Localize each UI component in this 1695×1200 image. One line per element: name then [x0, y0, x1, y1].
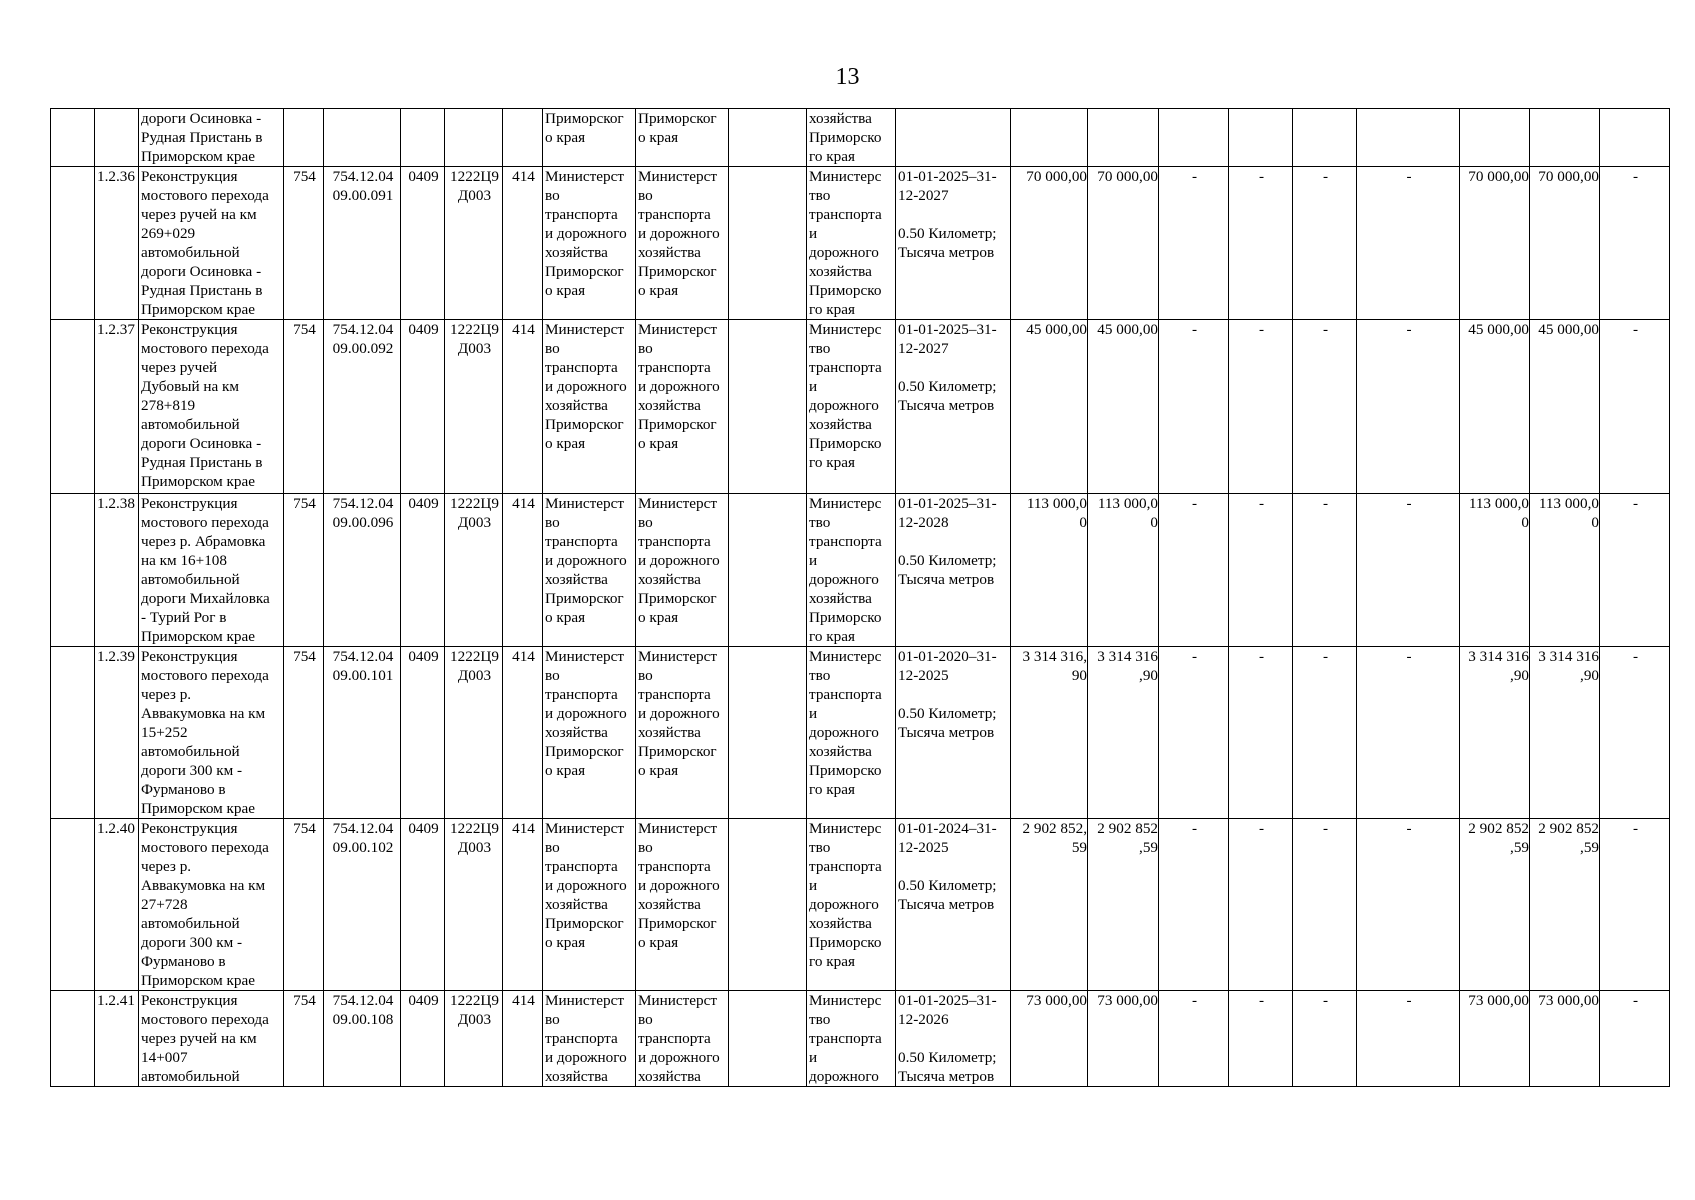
budget-table	[50, 108, 1670, 1087]
code-section	[401, 991, 445, 1087]
code-type	[503, 167, 543, 320]
developer-text: Министерст во транспорта и дорожного хозяйства Приморског о края	[638, 820, 720, 951]
value-dash-text: -	[1258, 321, 1265, 338]
recipient	[807, 109, 896, 167]
value-total-text: 113 000,0 0	[1026, 495, 1087, 531]
empty-cell	[729, 167, 807, 320]
value-dash	[1159, 109, 1229, 167]
recipient-text: Министерс тво транспорта и дорожного хозяйства Приморско го края	[809, 168, 882, 318]
value-dash-text: -	[1322, 168, 1329, 185]
row-number-text: 1.2.37	[97, 321, 135, 338]
code-target-text: 1222Ц9 Д003	[450, 168, 499, 204]
code-section-text: 0409	[408, 168, 439, 185]
empty-cell	[51, 494, 95, 647]
value-year-budget	[1530, 819, 1600, 991]
value-dash	[1293, 109, 1357, 167]
value-budget	[1088, 991, 1159, 1087]
value-dash	[1159, 819, 1229, 991]
developer	[636, 494, 729, 647]
code-section	[401, 647, 445, 819]
value-total	[1011, 819, 1088, 991]
value-year-total	[1460, 819, 1530, 991]
code-target	[445, 494, 503, 647]
value-total	[1011, 109, 1088, 167]
period-capacity-text: 01-01-2025–31- 12-2027 0.50 Километр; Тысяча метров	[898, 168, 997, 261]
value-year-total-text: 3 314 316 ,90	[1468, 648, 1529, 684]
code-gr	[284, 494, 324, 647]
value-dash-text: -	[1632, 168, 1639, 185]
customer-text: Министерст во транспорта и дорожного хозяйства Приморског о края	[545, 648, 627, 779]
code-type	[503, 494, 543, 647]
value-dash	[1293, 494, 1357, 647]
code-type	[503, 991, 543, 1087]
code-type-text: 414	[512, 820, 535, 837]
code-gr-text: 754	[293, 648, 316, 665]
empty-cell	[729, 991, 807, 1087]
value-dash	[1293, 647, 1357, 819]
value-total	[1011, 320, 1088, 494]
recipient-text: Министерс тво транспорта и дорожного хозяйства Приморско го края	[809, 495, 882, 645]
value-year-budget	[1530, 320, 1600, 494]
value-year-budget-text: 3 314 316 ,90	[1538, 648, 1599, 684]
object-name	[139, 494, 284, 647]
value-budget	[1088, 647, 1159, 819]
value-total	[1011, 167, 1088, 320]
value-year-budget-text: 2 902 852 ,59	[1538, 820, 1599, 856]
value-budget-text: 2 902 852 ,59	[1097, 820, 1158, 856]
object-name-text: Реконструкция мостового перехода через ручей Дубовый на км 278+819 автомобильной дороги Осиновка - Рудная Пристань в Приморском крае	[141, 321, 269, 490]
empty-cell	[51, 109, 95, 167]
table-row	[51, 320, 1670, 494]
code-object	[324, 647, 401, 819]
value-dash-text: -	[1258, 495, 1265, 512]
object-name-text: Реконструкция мостового перехода через р. Аввакумовка на км 27+728 автомобильной дороги 300 км - Фурманово в Приморском крае	[141, 820, 269, 989]
row-number-text: 1.2.39	[97, 648, 135, 665]
value-budget-text: 73 000,00	[1097, 992, 1158, 1009]
empty-cell	[51, 991, 95, 1087]
code-target-text: 1222Ц9 Д003	[450, 992, 499, 1028]
value-year-budget-text: 73 000,00	[1538, 992, 1599, 1009]
code-object	[324, 109, 401, 167]
value-dash	[1159, 167, 1229, 320]
object-name	[139, 819, 284, 991]
code-target	[445, 320, 503, 494]
code-target-text: 1222Ц9 Д003	[450, 648, 499, 684]
value-budget	[1088, 167, 1159, 320]
recipient-text: Министерс тво транспорта и дорожного	[809, 992, 882, 1085]
value-budget-text: 113 000,0 0	[1097, 495, 1158, 531]
value-dash	[1293, 991, 1357, 1087]
code-gr	[284, 647, 324, 819]
value-dash-text: -	[1632, 992, 1639, 1009]
code-gr-text: 754	[293, 321, 316, 338]
value-dash	[1229, 320, 1293, 494]
code-section-text: 0409	[408, 321, 439, 338]
value-dash-text: -	[1191, 321, 1198, 338]
value-budget	[1088, 819, 1159, 991]
empty-cell	[51, 167, 95, 320]
value-year-total	[1460, 109, 1530, 167]
page-number: 13	[835, 64, 860, 90]
empty-cell	[729, 494, 807, 647]
empty-cell	[51, 819, 95, 991]
code-target-text: 1222Ц9 Д003	[450, 495, 499, 531]
recipient	[807, 167, 896, 320]
value-year-total	[1460, 494, 1530, 647]
code-gr	[284, 819, 324, 991]
value-dash	[1229, 167, 1293, 320]
period-capacity-text: 01-01-2025–31- 12-2026 0.50 Километр; Тысяча метров	[898, 992, 997, 1085]
value-year-total-text: 45 000,00	[1468, 321, 1529, 338]
recipient	[807, 494, 896, 647]
object-name-text: Реконструкция мостового перехода через ручей на км 269+029 автомобильной дороги Осиновка - Рудная Пристань в Приморском крае	[141, 168, 269, 318]
empty-cell	[729, 819, 807, 991]
period-capacity	[896, 167, 1011, 320]
code-section-text: 0409	[408, 495, 439, 512]
customer	[543, 991, 636, 1087]
row-number-text: 1.2.41	[97, 992, 135, 1009]
value-year-budget-text: 70 000,00	[1538, 168, 1599, 185]
value-dash	[1600, 819, 1670, 991]
value-dash	[1357, 819, 1460, 991]
value-dash-text: -	[1406, 992, 1412, 1009]
developer-text: Министерст во транспорта и дорожного хозяйства Приморског о края	[638, 495, 720, 626]
value-dash-text: -	[1191, 992, 1198, 1009]
row-number	[95, 167, 139, 320]
row-number-text: 1.2.38	[97, 495, 135, 512]
row-number	[95, 494, 139, 647]
value-dash-text: -	[1322, 321, 1329, 338]
value-dash-text: -	[1191, 495, 1198, 512]
code-type-text: 414	[512, 321, 535, 338]
value-dash	[1229, 991, 1293, 1087]
code-section	[401, 819, 445, 991]
row-number	[95, 109, 139, 167]
value-year-budget	[1530, 991, 1600, 1087]
value-dash-text: -	[1258, 648, 1265, 665]
value-year-budget-text: 45 000,00	[1538, 321, 1599, 338]
code-type	[503, 647, 543, 819]
customer-text: Министерст во транспорта и дорожного хозяйства Приморског о края	[545, 495, 627, 626]
object-name	[139, 320, 284, 494]
value-dash	[1600, 109, 1670, 167]
code-section	[401, 320, 445, 494]
period-capacity	[896, 991, 1011, 1087]
recipient	[807, 991, 896, 1087]
code-gr-text: 754	[293, 820, 316, 837]
period-capacity-text: 01-01-2025–31- 12-2028 0.50 Километр; Тысяча метров	[898, 495, 997, 588]
developer	[636, 109, 729, 167]
value-dash	[1159, 647, 1229, 819]
customer	[543, 819, 636, 991]
code-type	[503, 819, 543, 991]
value-year-total-text: 113 000,0 0	[1468, 495, 1529, 531]
period-capacity-text: 01-01-2020–31- 12-2025 0.50 Километр; Тысяча метров	[898, 648, 997, 741]
empty-cell	[51, 647, 95, 819]
developer	[636, 819, 729, 991]
value-budget-text: 3 314 316 ,90	[1097, 648, 1158, 684]
code-target	[445, 819, 503, 991]
code-target	[445, 647, 503, 819]
value-dash	[1229, 647, 1293, 819]
code-object-text: 754.12.04 09.00.108	[332, 992, 394, 1028]
value-dash-text: -	[1406, 321, 1412, 338]
value-total-text: 2 902 852, 59	[1022, 820, 1087, 856]
row-number	[95, 320, 139, 494]
value-dash-text: -	[1322, 495, 1329, 512]
value-budget	[1088, 494, 1159, 647]
value-dash	[1357, 991, 1460, 1087]
value-year-budget	[1530, 109, 1600, 167]
code-object	[324, 819, 401, 991]
value-year-total	[1460, 320, 1530, 494]
recipient-text: хозяйства Приморско го края	[809, 110, 882, 165]
customer-text: Приморског о края	[545, 110, 624, 146]
value-dash	[1600, 991, 1670, 1087]
table-row	[51, 109, 1670, 167]
code-gr	[284, 167, 324, 320]
value-dash-text: -	[1632, 321, 1639, 338]
value-dash-text: -	[1632, 820, 1639, 837]
value-dash	[1600, 320, 1670, 494]
value-dash-text: -	[1632, 495, 1639, 512]
value-total	[1011, 494, 1088, 647]
customer-text: Министерст во транспорта и дорожного хозяйства	[545, 992, 627, 1085]
code-gr	[284, 320, 324, 494]
recipient-text: Министерс тво транспорта и дорожного хозяйства Приморско го края	[809, 648, 882, 798]
value-dash	[1293, 819, 1357, 991]
value-dash	[1357, 320, 1460, 494]
code-section-text: 0409	[408, 820, 439, 837]
developer-text: Министерст во транспорта и дорожного хозяйства Приморског о края	[638, 321, 720, 452]
table-row	[51, 819, 1670, 991]
code-gr-text: 754	[293, 992, 316, 1009]
row-number	[95, 991, 139, 1087]
period-capacity	[896, 320, 1011, 494]
value-dash	[1357, 109, 1460, 167]
code-gr-text: 754	[293, 168, 316, 185]
value-year-total-text: 70 000,00	[1468, 168, 1529, 185]
object-name	[139, 109, 284, 167]
recipient-text: Министерс тво транспорта и дорожного хозяйства Приморско го края	[809, 321, 882, 471]
table-row	[51, 991, 1670, 1087]
object-name	[139, 647, 284, 819]
object-name-text: Реконструкция мостового перехода через ручей на км 14+007 автомобильной	[141, 992, 269, 1085]
value-dash-text: -	[1406, 820, 1412, 837]
empty-cell	[51, 320, 95, 494]
empty-cell	[729, 109, 807, 167]
row-number	[95, 819, 139, 991]
customer	[543, 320, 636, 494]
value-year-total-text: 2 902 852 ,59	[1468, 820, 1529, 856]
object-name	[139, 167, 284, 320]
object-name-text: Реконструкция мостового перехода через р. Абрамовка на км 16+108 автомобильной дороги Михайловка - Турий Рог в Приморском крае	[141, 495, 270, 645]
code-gr	[284, 109, 324, 167]
customer-text: Министерст во транспорта и дорожного хозяйства Приморског о края	[545, 168, 627, 299]
object-name	[139, 991, 284, 1087]
value-dash	[1357, 167, 1460, 320]
value-dash-text: -	[1191, 648, 1198, 665]
value-dash	[1159, 991, 1229, 1087]
customer	[543, 494, 636, 647]
period-capacity	[896, 647, 1011, 819]
value-total-text: 45 000,00	[1026, 321, 1087, 338]
code-type	[503, 320, 543, 494]
code-type-text: 414	[512, 168, 535, 185]
period-capacity	[896, 494, 1011, 647]
period-capacity	[896, 109, 1011, 167]
value-dash	[1229, 819, 1293, 991]
developer	[636, 647, 729, 819]
code-section-text: 0409	[408, 992, 439, 1009]
value-dash-text: -	[1191, 168, 1198, 185]
developer-text: Министерст во транспорта и дорожного хозяйства	[638, 992, 720, 1085]
code-section	[401, 167, 445, 320]
code-gr	[284, 991, 324, 1087]
recipient-text: Министерс тво транспорта и дорожного хозяйства Приморско го края	[809, 820, 882, 970]
row-number-text: 1.2.36	[97, 168, 135, 185]
code-target-text: 1222Ц9 Д003	[450, 820, 499, 856]
recipient	[807, 819, 896, 991]
code-section	[401, 109, 445, 167]
value-dash	[1159, 320, 1229, 494]
period-capacity-text: 01-01-2024–31- 12-2025 0.50 Километр; Тысяча метров	[898, 820, 997, 913]
row-number	[95, 647, 139, 819]
code-target-text: 1222Ц9 Д003	[450, 321, 499, 357]
value-year-budget	[1530, 167, 1600, 320]
value-dash-text: -	[1322, 992, 1329, 1009]
code-type	[503, 109, 543, 167]
row-number-text: 1.2.40	[97, 820, 135, 837]
table-row	[51, 494, 1670, 647]
developer-text: Приморског о края	[638, 110, 717, 146]
code-object-text: 754.12.04 09.00.096	[332, 495, 394, 531]
value-total-text: 73 000,00	[1026, 992, 1087, 1009]
value-dash-text: -	[1322, 820, 1329, 837]
empty-cell	[729, 320, 807, 494]
customer-text: Министерст во транспорта и дорожного хозяйства Приморског о края	[545, 820, 627, 951]
value-total	[1011, 991, 1088, 1087]
value-dash-text: -	[1406, 495, 1412, 512]
code-object-text: 754.12.04 09.00.092	[332, 321, 394, 357]
developer	[636, 167, 729, 320]
code-type-text: 414	[512, 495, 535, 512]
value-dash	[1229, 494, 1293, 647]
empty-cell	[729, 647, 807, 819]
code-target	[445, 167, 503, 320]
value-dash	[1600, 494, 1670, 647]
value-dash-text: -	[1258, 820, 1265, 837]
customer	[543, 109, 636, 167]
code-gr-text: 754	[293, 495, 316, 512]
code-target	[445, 109, 503, 167]
code-object	[324, 494, 401, 647]
value-year-budget-text: 113 000,0 0	[1538, 495, 1599, 531]
value-budget-text: 45 000,00	[1097, 321, 1158, 338]
customer	[543, 167, 636, 320]
code-section	[401, 494, 445, 647]
value-budget	[1088, 109, 1159, 167]
developer-text: Министерст во транспорта и дорожного хозяйства Приморског о края	[638, 648, 720, 779]
developer	[636, 320, 729, 494]
code-object	[324, 320, 401, 494]
object-name-text: дороги Осиновка - Рудная Пристань в Приморском крае	[141, 110, 263, 165]
table-row	[51, 647, 1670, 819]
code-object-text: 754.12.04 09.00.101	[332, 648, 394, 684]
value-dash-text: -	[1632, 648, 1639, 665]
value-year-total	[1460, 167, 1530, 320]
value-year-budget	[1530, 494, 1600, 647]
value-dash	[1293, 320, 1357, 494]
period-capacity	[896, 819, 1011, 991]
value-budget	[1088, 320, 1159, 494]
value-year-total	[1460, 647, 1530, 819]
customer	[543, 647, 636, 819]
developer-text: Министерст во транспорта и дорожного хозяйства Приморског о края	[638, 168, 720, 299]
recipient	[807, 647, 896, 819]
value-dash-text: -	[1258, 168, 1265, 185]
value-dash	[1600, 647, 1670, 819]
code-object	[324, 991, 401, 1087]
value-total	[1011, 647, 1088, 819]
value-dash-text: -	[1322, 648, 1329, 665]
developer	[636, 991, 729, 1087]
value-total-text: 70 000,00	[1026, 168, 1087, 185]
period-capacity-text: 01-01-2025–31- 12-2027 0.50 Километр; Тысяча метров	[898, 321, 997, 414]
value-total-text: 3 314 316, 90	[1022, 648, 1087, 684]
value-dash	[1357, 494, 1460, 647]
value-dash	[1293, 167, 1357, 320]
value-year-total-text: 73 000,00	[1468, 992, 1529, 1009]
value-year-total	[1460, 991, 1530, 1087]
code-object-text: 754.12.04 09.00.091	[332, 168, 394, 204]
code-type-text: 414	[512, 992, 535, 1009]
value-dash-text: -	[1191, 820, 1198, 837]
code-section-text: 0409	[408, 648, 439, 665]
value-dash	[1159, 494, 1229, 647]
object-name-text: Реконструкция мостового перехода через р. Аввакумовка на км 15+252 автомобильной дороги 300 км - Фурманово в Приморском крае	[141, 648, 269, 817]
code-object	[324, 167, 401, 320]
value-dash-text: -	[1258, 992, 1265, 1009]
value-dash	[1229, 109, 1293, 167]
code-type-text: 414	[512, 648, 535, 665]
table-row	[51, 167, 1670, 320]
code-target	[445, 991, 503, 1087]
value-year-budget	[1530, 647, 1600, 819]
code-object-text: 754.12.04 09.00.102	[332, 820, 394, 856]
value-dash-text: -	[1406, 168, 1412, 185]
customer-text: Министерст во транспорта и дорожного хозяйства Приморског о края	[545, 321, 627, 452]
recipient	[807, 320, 896, 494]
value-dash-text: -	[1406, 648, 1412, 665]
value-dash	[1600, 167, 1670, 320]
value-budget-text: 70 000,00	[1097, 168, 1158, 185]
value-dash	[1357, 647, 1460, 819]
